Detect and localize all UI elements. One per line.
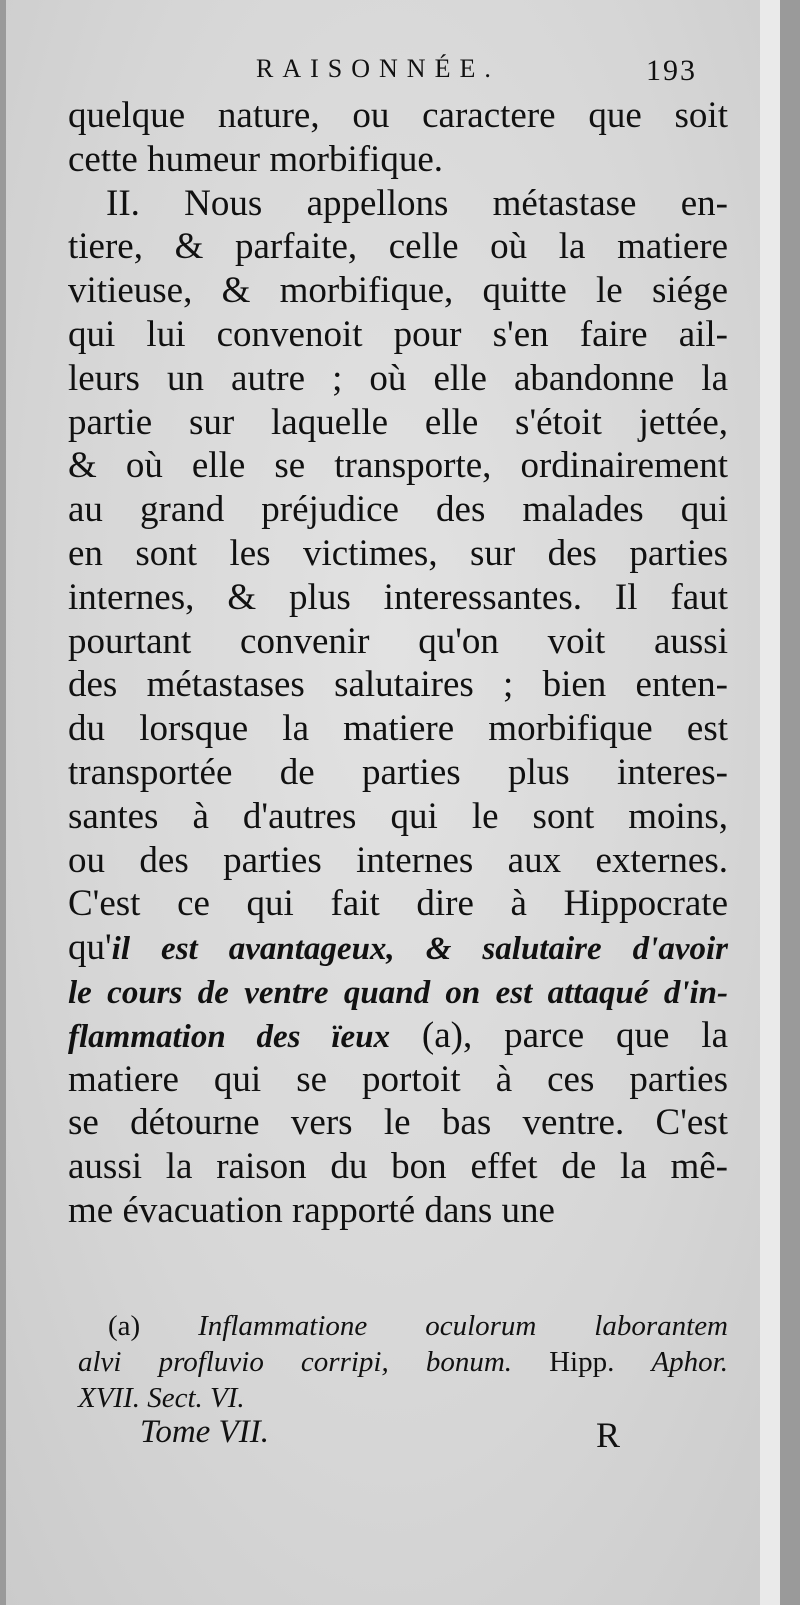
body-text	[68, 94, 728, 1233]
body-line	[68, 1145, 728, 1189]
body-text-run: flammation des ïeux	[68, 1018, 391, 1055]
footnote-text-run: Aphor.	[651, 1346, 728, 1378]
book-page	[6, 0, 780, 1605]
footnote-text-run: Hipp.	[512, 1346, 652, 1378]
body-line	[68, 970, 728, 1014]
body-text-run: C'est ce qui fait dire à Hippocrate	[68, 883, 728, 925]
signature-mark: R	[596, 1415, 621, 1455]
body-text-run: matiere qui se portoit à ces parties	[68, 1058, 728, 1100]
body-text-run: partie sur laquelle elle s'étoit jettée,	[68, 401, 728, 443]
body-line	[68, 138, 728, 182]
body-line	[68, 488, 728, 532]
body-line	[68, 401, 728, 445]
body-text-run: tiere, & parfaite, celle où la matiere	[68, 226, 728, 268]
body-line	[68, 94, 728, 138]
body-text-run: transportée de parties plus interes-	[68, 751, 728, 793]
body-text-run: leurs un autre ; où elle abandonne la	[68, 357, 728, 399]
body-text-run: aussi la raison du bon effet de la mê-	[68, 1146, 728, 1188]
footnote-text-run: Inflammatione oculorum laborantem	[198, 1310, 729, 1342]
body-line	[68, 532, 728, 576]
body-text-run: santes à d'autres qui le sont moins,	[68, 795, 728, 837]
body-text-run: quelque nature, ou caractere que soit	[68, 95, 728, 136]
body-text-run: en sont les victimes, sur des parties	[68, 532, 728, 574]
body-line	[68, 663, 728, 707]
volume-label: Tome VII.	[140, 1414, 269, 1450]
body-text-run: me évacuation rapporté dans une	[68, 1189, 555, 1231]
body-text-run: du lorsque la matiere morbifique est	[68, 708, 728, 750]
body-text-run: II. Nous appellons métastase en-	[106, 182, 728, 224]
body-line	[68, 1101, 728, 1145]
body-line	[68, 926, 728, 970]
body-line	[68, 444, 728, 488]
footnote-text-run: (a)	[108, 1310, 199, 1342]
page-number: 193	[646, 54, 697, 87]
body-text-run: & où elle se transporte, ordinairement	[68, 445, 728, 487]
body-line	[68, 751, 728, 795]
footnote-text-run: XVII. Sect. VI.	[78, 1382, 245, 1414]
body-line	[68, 1058, 728, 1102]
page-header	[6, 48, 780, 96]
body-line	[68, 839, 728, 883]
footnote-line	[78, 1344, 728, 1380]
body-line	[68, 795, 728, 839]
body-line	[68, 182, 728, 226]
body-text-run: le cours de ventre quand on est attaqué d'in-	[68, 974, 728, 1011]
body-text-run: cette humeur morbifique.	[68, 138, 444, 180]
body-text-run: ou des parties internes aux externes.	[68, 839, 728, 881]
body-text-run: internes, & plus interessantes. Il faut	[68, 576, 728, 618]
running-head: RAISONNÉE.	[256, 54, 500, 83]
body-line	[68, 882, 728, 926]
body-text-run: se détourne vers le bas ventre. C'est	[68, 1102, 728, 1144]
body-line	[68, 707, 728, 751]
page-edge	[760, 0, 780, 1605]
body-line	[68, 1189, 728, 1233]
footnote-line	[78, 1308, 728, 1344]
body-text-run: il est avantageux, & salutaire d'avoir	[111, 931, 728, 968]
body-text-run: au grand préjudice des malades qui	[68, 489, 728, 531]
body-text-run: (a), parce que la	[390, 1014, 729, 1056]
body-line	[68, 1014, 728, 1058]
body-text-run: qui lui convenoit pour s'en faire ail-	[68, 313, 728, 355]
body-line	[68, 576, 728, 620]
body-text-run: des métastases salutaires ; bien enten-	[68, 664, 728, 706]
footnote	[78, 1308, 728, 1416]
body-text-run: pourtant convenir qu'on voit aussi	[68, 620, 728, 662]
body-line	[68, 269, 728, 313]
body-line	[68, 357, 728, 401]
body-line	[68, 313, 728, 357]
body-text-run: vitieuse, & morbifique, quitte le siége	[68, 270, 728, 312]
body-line	[68, 620, 728, 664]
body-line	[68, 225, 728, 269]
footnote-text-run: alvi profluvio corripi, bonum.	[78, 1346, 513, 1378]
page-footer	[6, 1410, 780, 1460]
body-text-run: qu'	[68, 927, 112, 969]
